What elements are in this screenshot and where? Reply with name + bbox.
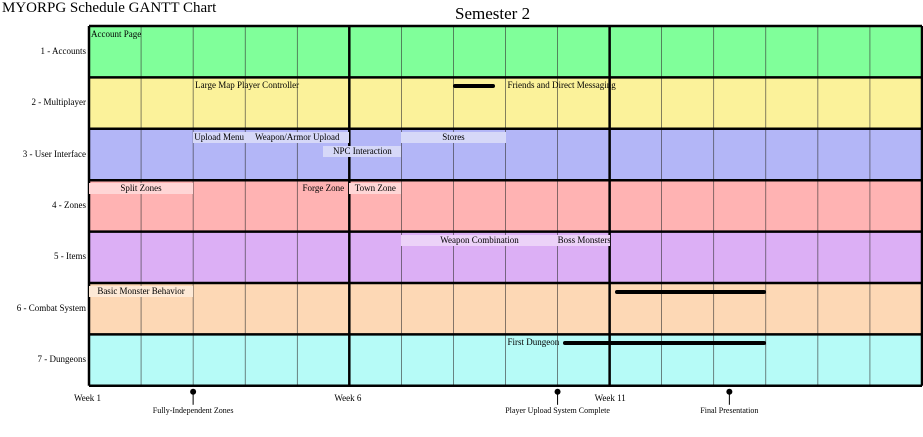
task-bar: Split Zones (89, 183, 193, 194)
task-bar: NPC Interaction (323, 146, 401, 157)
task-bar: Upload Menu (194, 131, 245, 142)
milestone-marker (726, 389, 732, 395)
milestone-label: Final Presentation (700, 405, 759, 415)
task-bar: Weapon Combination (401, 235, 557, 246)
task-bar: Town Zone (349, 183, 401, 194)
row-label: 6 - Combat System (16, 302, 86, 313)
task-bar: Account Page (91, 29, 142, 39)
row-label: 1 - Accounts (40, 45, 86, 56)
milestone-label: Player Upload System Complete (505, 405, 610, 415)
task-bar: Large Map Player Controller (195, 80, 300, 91)
task-bar: Stores (401, 132, 505, 143)
week-label: Week 6 (334, 392, 362, 403)
week-label: Week 1 (74, 392, 102, 403)
task-bar: Basic Monster Behavior (89, 286, 193, 297)
task-bar: First Dungeon (507, 337, 560, 348)
milestone-marker (190, 389, 196, 395)
row-label: 2 - Multiplayer (31, 97, 86, 108)
task-bar: Friends and Direct Messaging (507, 80, 616, 91)
week-label: Week 11 (594, 392, 626, 403)
row-label: 4 - Zones (52, 199, 86, 210)
milestone-label: Fully-Independent Zones (152, 405, 234, 415)
row-label: 7 - Dungeons (37, 354, 86, 365)
task-bar: Boss Monsters (557, 234, 611, 245)
task-bar: Forge Zone (302, 183, 345, 194)
chart-title: MYORPG Schedule GANTT Chart (2, 0, 217, 16)
semester-label: Semester 2 (455, 4, 531, 23)
row-label: 5 - Items (54, 251, 86, 262)
row-label: 3 - User Interface (22, 148, 86, 159)
task-bar: Weapon/Armor Upload (245, 132, 349, 143)
milestone-marker (555, 389, 561, 395)
